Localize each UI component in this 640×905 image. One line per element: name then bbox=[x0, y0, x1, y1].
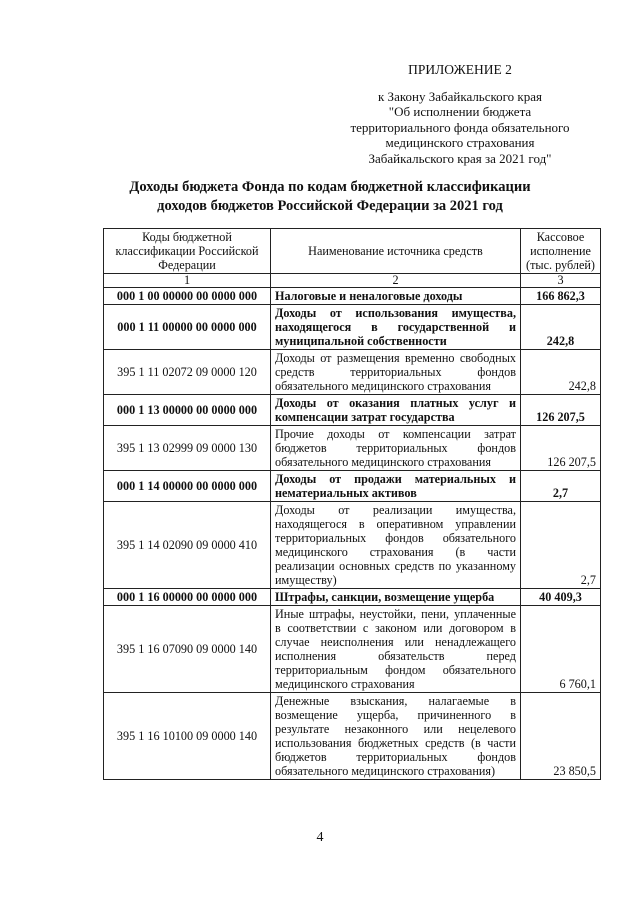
row-name: Денежные взыскания, налагаемые в возмещение ущерба, причиненного в результате незаконного или нецелевого использования бюджетных средств (в части бюджетов территориальных фондов обязательного медицинского страхования) bbox=[271, 693, 521, 780]
row-amount: 2,7 bbox=[521, 502, 601, 589]
row-code: 000 1 11 00000 00 0000 000 bbox=[104, 305, 271, 350]
row-code: 000 1 16 00000 00 0000 000 bbox=[104, 589, 271, 606]
row-amount: 6 760,1 bbox=[521, 606, 601, 693]
row-code: 000 1 00 00000 00 0000 000 bbox=[104, 288, 271, 305]
row-code: 395 1 16 10100 09 0000 140 bbox=[104, 693, 271, 780]
appendix-line: к Закону Забайкальского края bbox=[377, 88, 542, 104]
row-name: Штрафы, санкции, возмещение ущерба bbox=[271, 589, 521, 606]
row-code: 000 1 14 00000 00 0000 000 bbox=[104, 471, 271, 502]
table-row bbox=[104, 288, 601, 305]
column-number-row bbox=[104, 274, 601, 288]
table-row bbox=[104, 350, 601, 395]
row-name: Доходы от размещения временно свободных средств территориальных фондов обязательного медицинского страхования bbox=[271, 350, 521, 395]
row-code: 395 1 16 07090 09 0000 140 bbox=[104, 606, 271, 693]
row-amount: 40 409,3 bbox=[521, 589, 601, 606]
table-row bbox=[104, 589, 601, 606]
header-source-name: Наименование источника средств bbox=[271, 229, 521, 274]
row-code: 395 1 13 02999 09 0000 130 bbox=[104, 426, 271, 471]
row-name: Доходы от продажи материальных и нематериальных активов bbox=[271, 471, 521, 502]
table-row bbox=[104, 395, 601, 426]
table-row bbox=[104, 471, 601, 502]
column-number: 2 bbox=[271, 274, 521, 288]
column-number: 1 bbox=[104, 274, 271, 288]
header-codes: Коды бюджетной классификации Российской Федерации bbox=[104, 229, 271, 274]
appendix-line: Забайкальского края за 2021 год" bbox=[368, 150, 552, 166]
row-name: Прочие доходы от компенсации затрат бюджетов территориальных фондов обязательного медицинского страхования bbox=[271, 426, 521, 471]
row-name: Иные штрафы, неустойки, пени, уплаченные в соответствии с законом или договором в случае неисполнения или ненадлежащего исполнения обязательств перед территориальным фондом обязательного медицинского страхования bbox=[271, 606, 521, 693]
row-amount: 126 207,5 bbox=[521, 426, 601, 471]
row-code: 000 1 13 00000 00 0000 000 bbox=[104, 395, 271, 426]
row-code: 395 1 14 02090 09 0000 410 bbox=[104, 502, 271, 589]
row-amount: 2,7 bbox=[521, 471, 601, 502]
row-name: Налоговые и неналоговые доходы bbox=[271, 288, 521, 305]
row-amount: 23 850,5 bbox=[521, 693, 601, 780]
appendix-title: ПРИЛОЖЕНИЕ 2 bbox=[408, 62, 512, 77]
row-amount: 242,8 bbox=[521, 350, 601, 395]
table-row bbox=[104, 606, 601, 693]
table-header-row bbox=[104, 229, 601, 274]
appendix-header bbox=[300, 62, 620, 166]
table-row bbox=[104, 693, 601, 780]
table-row bbox=[104, 426, 601, 471]
appendix-line: медицинского страхования bbox=[385, 135, 535, 150]
row-code: 395 1 11 02072 09 0000 120 bbox=[104, 350, 271, 395]
row-amount: 126 207,5 bbox=[521, 395, 601, 426]
document-title-line: доходов бюджетов Российской Федерации за 2021 год bbox=[157, 198, 503, 214]
table-row bbox=[104, 305, 601, 350]
header-cash-execution: Кассовое исполнение (тыс. рублей) bbox=[521, 229, 601, 274]
row-amount: 166 862,3 bbox=[521, 288, 601, 305]
revenue-table bbox=[103, 228, 601, 780]
appendix-line: "Об исполнении бюджета bbox=[388, 104, 532, 119]
table-row bbox=[104, 502, 601, 589]
page-number: 4 bbox=[316, 830, 324, 845]
document-title bbox=[80, 178, 580, 216]
row-name: Доходы от реализации имущества, находящегося в оперативном управлении территориальных фондов обязательного медицинского страхования (в части реализации основных средств по указанному имуществу) bbox=[271, 502, 521, 589]
row-amount: 242,8 bbox=[521, 305, 601, 350]
document-title-line: Доходы бюджета Фонда по кодам бюджетной классификации bbox=[129, 179, 531, 195]
row-name: Доходы от использования имущества, находящегося в государственной и муниципальной собственности bbox=[271, 305, 521, 350]
appendix-line: территориального фонда обязательного bbox=[350, 119, 570, 135]
row-name: Доходы от оказания платных услуг и компенсации затрат государства bbox=[271, 395, 521, 426]
column-number: 3 bbox=[521, 274, 601, 288]
